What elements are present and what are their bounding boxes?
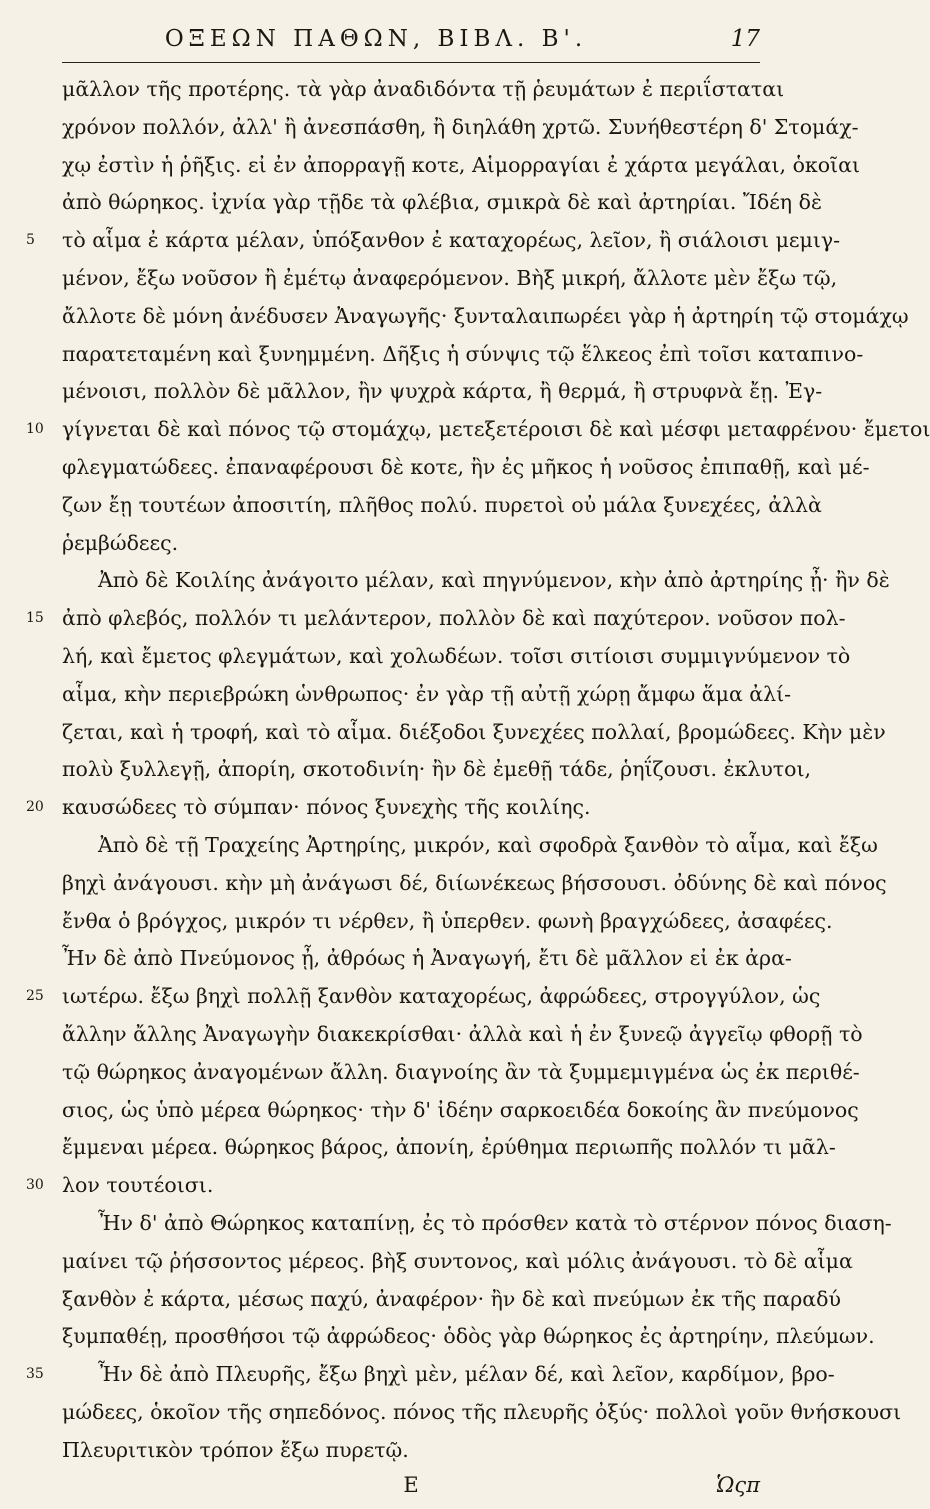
line-text: Ἦν δὲ ἀπὸ Πνεύμονος ᾖ, ἀθρόως ἡ Ἀναγωγή, ἔτι δὲ μᾶλλον εἰ ἐκ ἀρα-: [62, 946, 792, 971]
line-text: γίγνεται δὲ καὶ πόνος τῷ στομάχῳ, μετεξετέροισι δὲ καὶ μέσφι μεταφρένου· ἔμετοι: [62, 417, 930, 442]
line-text: ζων ἔῃ τουτέων ἀποσιτίη, πλῆθος πολύ. πυρετοὶ οὐ μάλα ξυνεχέες, ἀλλὰ: [62, 492, 822, 517]
line-text: μᾶλλον τῆς προτέρης. τὰ γὰρ ἀναδιδόντα τῇ ῥευμάτων ἐ περιΐσταται: [62, 77, 785, 101]
text-line: [26, 1356, 835, 1394]
text-line: [26, 978, 821, 1016]
body-text: [26, 63, 930, 1469]
line-text: λή, καὶ ἔμετος φλεγμάτων, καὶ χολωδέων. τοῖσι σιτίοισι συμμιγνύμενον τὸ: [62, 643, 851, 668]
text-line: [62, 865, 887, 903]
line-text: ξανθὸν ἐ κάρτα, μέσως παχύ, ἀναφέρον· ἢν δὲ καὶ πνεύμων ἐκ τῆς παραδύ: [62, 1286, 841, 1311]
signature-mark: E: [403, 1473, 419, 1498]
catchword: Ὡςπ: [716, 1473, 760, 1498]
line-text: ἄλλοτε δὲ μόνη ἀνέδυσεν Ἀναγωγῆς· ξυνταλαιπωρέει γὰρ ἡ ἀρτηρίη τῷ στομάχῳ: [62, 303, 909, 328]
text-line: [62, 1129, 836, 1167]
text-line: [62, 1054, 860, 1092]
text-line: [62, 1281, 841, 1319]
line-text: ἔνθα ὁ βρόγχος, μικρόν τι νέρθεν, ἢ ὑπερθεν. φωνὴ βραγχώδεες, ἀσαφέες.: [62, 908, 833, 933]
text-line: [62, 336, 864, 374]
line-text: ἀπὸ θώρηκος. ἰχνία γὰρ τῇδε τὰ φλέβια, σμικρὰ δὲ καὶ ἀρτηρίαι. Ἴδέη δὲ: [62, 190, 822, 215]
text-line: [26, 222, 841, 260]
text-line: [62, 71, 785, 109]
text-line: [62, 373, 823, 411]
text-line: [62, 1243, 853, 1281]
line-text: τῷ θώρηκος ἀναγομένων ἄλλη. διαγνοίης ἂν τὰ ξυμμεμιγμένα ὡς ἐκ περιθέ-: [62, 1059, 860, 1084]
line-text: μαίνει τῷ ῥήσσοντος μέρεος. βὴξ συντονος, καὶ μόλις ἀνάγουσι. τὸ δὲ αἷμα: [62, 1248, 853, 1273]
text-line: [62, 298, 909, 336]
line-text: Πλευριτικὸν τρόπον ἔξω πυρετῷ.: [62, 1437, 409, 1462]
text-line: [62, 260, 838, 298]
line-text: χῳ ἐστὶν ἡ ῥῆξις. εἰ ἐν ἀπορραγῇ κοτε, Αἱμορραγίαι ἐ χάρτα μεγάλαι, ὁκοῖαι: [62, 152, 860, 177]
line-text: ῥεμβώδεες.: [62, 530, 179, 555]
line-text: Ἦν δ' ἀπὸ Θώρηκος καταπίνῃ, ἐς τὸ πρόσθεν κατὰ τὸ στέρνον πόνος διαση-: [98, 1210, 892, 1235]
line-text: ἀπὸ φλεβός, πολλόν τι μελάντερον, πολλὸν δὲ καὶ παχύτερον. νοῦσον πολ-: [62, 606, 846, 631]
line-text: ξυμπαθέῃ, προσθήσοι τῷ ἀφρώδεος· ὁδὸς γὰρ θώρηκος ἐς ἀρτηρίην, πλεύμων.: [62, 1324, 875, 1349]
line-number: 35: [26, 1366, 44, 1383]
line-number: 15: [26, 610, 44, 627]
text-line: [62, 109, 859, 147]
line-text: Ἀπὸ δὲ τῇ Τραχείης Ἀρτηρίης, μικρόν, καὶ σφοδρὰ ξανθὸν τὸ αἷμα, καὶ ἔξω: [98, 832, 878, 857]
line-number: 30: [26, 1177, 44, 1194]
line-text: παρατεταμένη καὶ ξυνημμένη. Δῆξις ἡ σύνψις τῷ ἕλκεος ἐπὶ τοῖσι καταπινο-: [62, 341, 864, 366]
line-number: 25: [26, 988, 44, 1005]
page-number: 17: [730, 26, 760, 52]
line-text: καυσώδεες τὸ σύμπαν· πόνος ξυνεχὴς τῆς κοιλίης.: [62, 795, 591, 820]
line-text: μένον, ἔξω νοῦσον ἢ ἐμέτῳ ἀναφερόμενον. Βὴξ μικρή, ἄλλοτε μὲν ἔξω τῷ,: [62, 265, 838, 290]
text-line: [62, 1092, 859, 1130]
text-line: [62, 827, 878, 865]
line-text: σιος, ὡς ὑπὸ μέρεα θώρηκος· τὴν δ' ἰδέην σαρκοειδέα δοκοίης ἂν πνεύμονος: [62, 1097, 859, 1122]
text-line: [62, 751, 812, 789]
line-text: μένοισι, πολλὸν δὲ μᾶλλον, ἢν ψυχρὰ κάρτα, ἢ θερμά, ἢ στρυφνὰ ἔῃ. Ἐγ-: [62, 379, 823, 404]
line-text: Ἀπὸ δὲ Κοιλίης ἀνάγοιτο μέλαν, καὶ πηγνύμενον, κὴν ἀπὸ ἀρτηρίης ᾖ· ἢν δὲ: [98, 568, 890, 593]
text-line: [62, 676, 792, 714]
line-text: αἷμα, κὴν περιεβρώκη ὡνθρωπος· ἐν γὰρ τῇ αὐτῇ χώρῃ ἄμφω ἅμα ἀλί-: [62, 681, 792, 706]
line-text: πολὺ ξυλλεγῇ, ἀπορίη, σκοτοδινίη· ἢν δὲ ἐμεθῇ τάδε, ῥηΐζουσι. ἐκλυτοι,: [62, 757, 812, 782]
text-line: [26, 411, 930, 449]
line-text: ἄλλην ἄλλης Ἀναγωγὴν διακεκρίσθαι· ἀλλὰ καὶ ἡ ἐν ξυνεῷ ἀγγεῖῳ φθορῇ τὸ: [62, 1021, 863, 1046]
line-text: βηχὶ ἀνάγουσι. κὴν μὴ ἀνάγωσι δέ, διίωνέκεως βήσσουσι. ὀδύνης δὲ καὶ πόνος: [62, 870, 887, 895]
line-number: 5: [26, 232, 35, 249]
text-line: [26, 789, 760, 827]
line-text: φλεγματώδεες. ἐπαναφέρουσι δὲ κοτε, ἢν ἐς μῆκος ἡ νοῦσος ἐπιπαθῇ, καὶ μέ-: [62, 454, 870, 479]
text-line: [62, 1016, 863, 1054]
text-line: [62, 940, 792, 978]
line-number: 10: [26, 421, 44, 438]
line-number: 20: [26, 799, 44, 816]
text-line: [62, 638, 851, 676]
line-text: ζεται, καὶ ἡ τροφή, καὶ τὸ αἷμα. διέξοδοι ξυνεχέες πολλαί, βρομώδεες. Κὴν μὲν: [62, 719, 886, 744]
text-line: [62, 184, 822, 222]
text-line: [62, 903, 833, 941]
line-text: μώδεες, ὁκοῖον τῆς σηπεδόνος. πόνος τῆς πλευρῆς ὀξύς· πολλοὶ γοῦν θνήσκουσι: [62, 1399, 902, 1424]
line-text: λον τουτέοισι.: [62, 1173, 214, 1198]
text-line: [62, 525, 760, 563]
line-text: χρόνον πολλόν, ἀλλ' ἢ ἀνεσπάσθη, ἢ διηλάθη χρτῶ. Συνήθεστέρη δ' Στομάχ-: [62, 114, 859, 139]
text-line: [26, 1167, 760, 1205]
line-text: Ἦν δὲ ἀπὸ Πλευρῆς, ἔξω βηχὶ μὲν, μέλαν δέ, καὶ λεῖον, καρδίμον, βρο-: [98, 1362, 835, 1387]
text-line: [62, 1318, 875, 1356]
line-text: τὸ αἷμα ἐ κάρτα μέλαν, ὑπόξανθον ἐ καταχορέως, λεῖον, ἢ σιάλοισι μεμιγ-: [62, 228, 841, 253]
text-line: [26, 600, 846, 638]
text-line: [62, 487, 822, 525]
text-line: [62, 714, 886, 752]
text-line: [62, 1432, 760, 1470]
text-line: [62, 1205, 892, 1243]
running-head: ΟΞΕΩΝ ΠΑΘΩΝ, ΒΙΒΛ. Β'.: [164, 26, 588, 52]
text-line: [62, 449, 870, 487]
text-line: [62, 562, 890, 600]
line-text: ἔμμεναι μέρεα. θώρηκος βάρος, ἀπονίη, ἐρύθημα περιωπῆς πολλόν τι μᾶλ-: [62, 1135, 836, 1160]
line-text: ιωτέρω. ἔξω βηχὶ πολλῇ ξανθὸν καταχορέως, ἀφρώδεες, στρογγύλον, ὡς: [62, 984, 821, 1009]
page-header: [62, 18, 760, 63]
page-footer: [62, 1469, 760, 1509]
text-line: [62, 1394, 902, 1432]
text-line: [62, 147, 860, 185]
